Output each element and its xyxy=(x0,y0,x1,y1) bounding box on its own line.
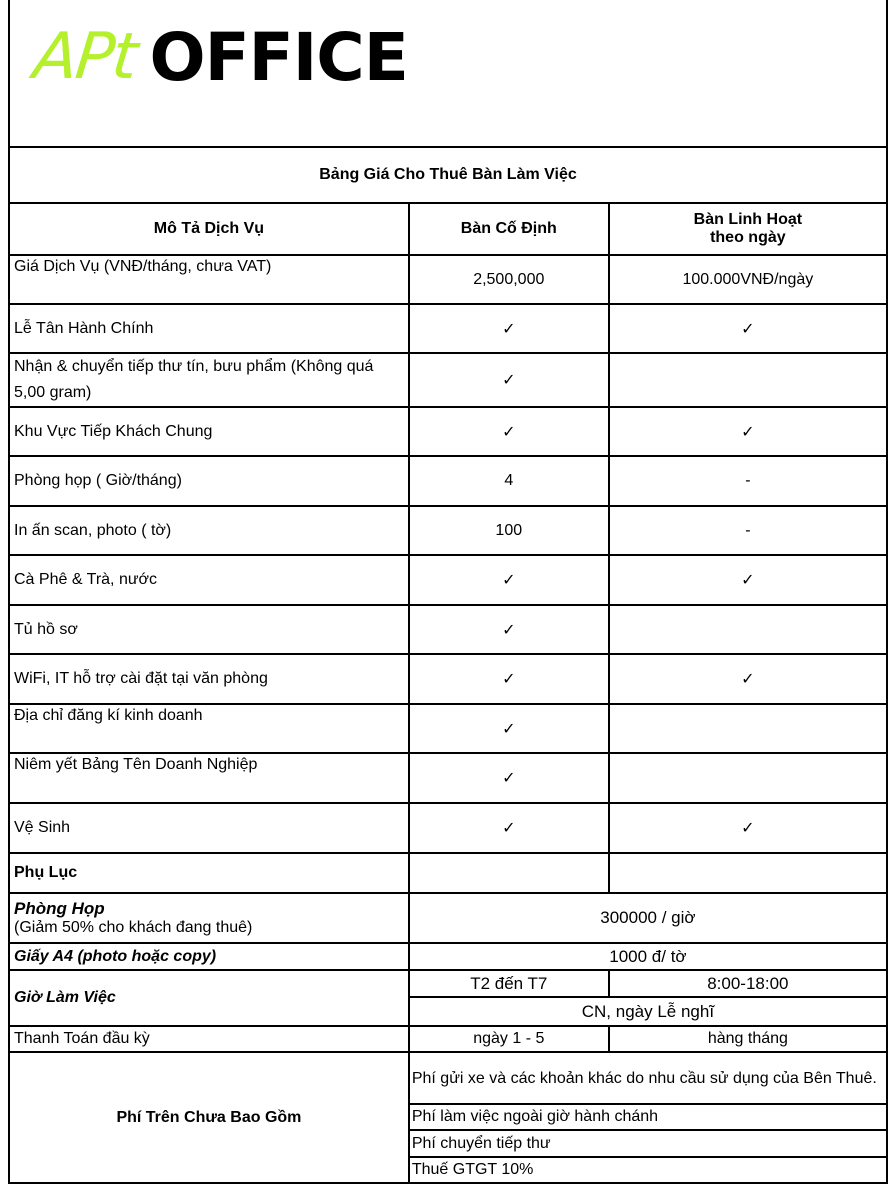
hours-row xyxy=(9,970,887,997)
table-row xyxy=(9,407,887,456)
row-fixed-value: 100 xyxy=(409,506,609,555)
header-fixed-desk: Bàn Cố Định xyxy=(409,203,609,255)
table-row xyxy=(9,654,887,704)
row-fixed-value: ✓ xyxy=(409,753,609,803)
paper-price: 1000 đ/ tờ xyxy=(409,943,887,970)
row-fixed-value: ✓ xyxy=(409,605,609,654)
hours-off: CN, ngày Lễ nghĩ xyxy=(409,997,887,1026)
meeting-room-label: Phòng Họp xyxy=(14,899,105,918)
table-row xyxy=(9,704,887,753)
row-label: In ấn scan, photo ( tờ) xyxy=(9,506,409,555)
price-table xyxy=(8,146,888,1184)
hours-days: T2 đến T7 xyxy=(409,970,609,997)
row-flex-value xyxy=(609,704,887,753)
payment-label: Thanh Toán đầu kỳ xyxy=(9,1026,409,1052)
row-fixed-value: 2,500,000 xyxy=(409,255,609,304)
meeting-room-note: (Giảm 50% cho khách đang thuê) xyxy=(14,919,253,936)
table-row xyxy=(9,255,887,304)
meeting-room-row xyxy=(9,893,887,943)
row-label: Địa chỉ đăng kí kinh doanh xyxy=(9,704,409,753)
row-flex-value: ✓ xyxy=(609,407,887,456)
header-flexible-desk-line1: Bàn Linh Hoạt xyxy=(693,211,803,228)
hours-label: Giờ Làm Việc xyxy=(9,970,409,1026)
fees-row xyxy=(9,1052,887,1104)
meeting-room-price: 300000 / giờ xyxy=(409,893,887,943)
row-flex-value: ✓ xyxy=(609,555,887,605)
row-flex-value: ✓ xyxy=(609,304,887,353)
header-flexible-desk-line2: theo ngày xyxy=(710,229,786,246)
row-fixed-value: ✓ xyxy=(409,353,609,407)
row-flex-value xyxy=(609,753,887,803)
payment-period: hàng tháng xyxy=(609,1026,887,1052)
row-flex-value: 100.000VNĐ/ngày xyxy=(609,255,887,304)
header-flexible-desk xyxy=(609,203,887,255)
fee-item: Phí chuyển tiếp thư xyxy=(409,1130,887,1157)
empty-cell xyxy=(409,853,609,893)
table-row xyxy=(9,803,887,853)
row-fixed-value: ✓ xyxy=(409,654,609,704)
fee-item: Thuế GTGT 10% xyxy=(409,1157,887,1183)
row-label: Cà Phê & Trà, nước xyxy=(9,555,409,605)
row-flex-value xyxy=(609,353,887,407)
table-row xyxy=(9,506,887,555)
row-fixed-value: 4 xyxy=(409,456,609,506)
row-flex-value: - xyxy=(609,456,887,506)
fee-item: Phí làm việc ngoài giờ hành chánh xyxy=(409,1104,887,1130)
table-row xyxy=(9,753,887,803)
table-title: Bảng Giá Cho Thuê Bàn Làm Việc xyxy=(9,147,887,203)
appendix-title: Phụ Lục xyxy=(9,853,409,893)
fees-title: Phí Trên Chưa Bao Gồm xyxy=(9,1052,409,1183)
row-fixed-value: ✓ xyxy=(409,555,609,605)
apt-office-logo xyxy=(30,12,408,102)
row-fixed-value: ✓ xyxy=(409,407,609,456)
paper-row xyxy=(9,943,887,970)
row-fixed-value: ✓ xyxy=(409,704,609,753)
table-row xyxy=(9,304,887,353)
title-row xyxy=(9,147,887,203)
header-row xyxy=(9,203,887,255)
hours-time: 8:00-18:00 xyxy=(609,970,887,997)
table-row xyxy=(9,555,887,605)
row-fixed-value: ✓ xyxy=(409,803,609,853)
payment-days: ngày 1 - 5 xyxy=(409,1026,609,1052)
table-row xyxy=(9,353,887,407)
row-label: Lễ Tân Hành Chính xyxy=(9,304,409,353)
row-label: Nhận & chuyển tiếp thư tín, bưu phẩm (Không quá 5,00 gram) xyxy=(9,353,409,407)
row-label: Vệ Sinh xyxy=(9,803,409,853)
meeting-room-cell xyxy=(9,893,409,943)
table-row xyxy=(9,605,887,654)
row-label: Khu Vực Tiếp Khách Chung xyxy=(9,407,409,456)
fee-item: Phí gửi xe và các khoản khác do nhu cầu sử dụng của Bên Thuê. xyxy=(409,1052,887,1104)
row-label: Niêm yết Bảng Tên Doanh Nghiệp xyxy=(9,753,409,803)
table-row xyxy=(9,456,887,506)
header xyxy=(8,0,888,146)
logo-brand: APt xyxy=(30,20,140,94)
appendix-title-row xyxy=(9,853,887,893)
header-description: Mô Tả Dịch Vụ xyxy=(9,203,409,255)
row-flex-value: ✓ xyxy=(609,654,887,704)
row-fixed-value: ✓ xyxy=(409,304,609,353)
row-label: WiFi, IT hỗ trợ cài đặt tại văn phòng xyxy=(9,654,409,704)
row-label: Tủ hồ sơ xyxy=(9,605,409,654)
row-flex-value: - xyxy=(609,506,887,555)
empty-cell xyxy=(609,853,887,893)
row-label: Phòng họp ( Giờ/tháng) xyxy=(9,456,409,506)
row-label: Giá Dịch Vụ (VNĐ/tháng, chưa VAT) xyxy=(9,255,409,304)
logo-name: OFFICE xyxy=(149,18,408,96)
payment-row xyxy=(9,1026,887,1052)
row-flex-value: ✓ xyxy=(609,803,887,853)
paper-label: Giấy A4 (photo hoặc copy) xyxy=(9,943,409,970)
row-flex-value xyxy=(609,605,887,654)
